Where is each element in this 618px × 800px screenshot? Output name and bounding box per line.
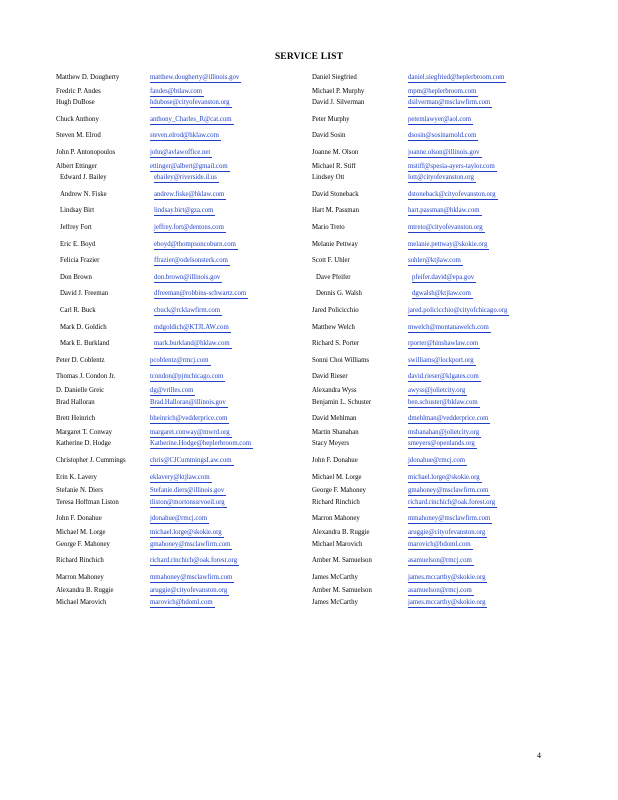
email-cell bbox=[150, 587, 300, 596]
email-link[interactable]: jeffrey.fort@dentons.com bbox=[154, 224, 224, 231]
contact-name: Christopher J. Cummings bbox=[56, 457, 126, 464]
email-link[interactable]: michael.lorge@skokie.org bbox=[408, 473, 480, 481]
contact-name: Richard S. Porter bbox=[312, 340, 360, 348]
email-cell bbox=[408, 415, 568, 424]
email-cell bbox=[412, 290, 572, 299]
service-list-entry bbox=[312, 290, 572, 299]
service-list-entry bbox=[312, 163, 568, 172]
email-cell bbox=[150, 487, 300, 496]
service-list-entry bbox=[56, 399, 300, 408]
contact-name: Peter D. Coblentz bbox=[56, 356, 105, 364]
email-link[interactable]: swilliams@lockport.org bbox=[408, 356, 474, 364]
email-link[interactable]: mdgoldich@KTJLAW.com bbox=[154, 323, 229, 331]
email-cell bbox=[154, 207, 304, 216]
contact-name: Michael Marovich bbox=[312, 540, 363, 548]
email-cell bbox=[150, 499, 300, 508]
contact-name: Mark E. Burkland bbox=[60, 340, 110, 348]
email-link[interactable]: dsilverman@msclawfirm.com bbox=[408, 99, 491, 107]
contact-name: Michael M. Lorge bbox=[312, 473, 362, 481]
email-cell bbox=[408, 574, 568, 583]
service-list-entry bbox=[56, 415, 300, 424]
contact-name: John F. Donahue bbox=[312, 457, 358, 464]
email-link[interactable]: tcondon@pjmchicago.com bbox=[150, 373, 224, 381]
service-list-entry bbox=[312, 241, 568, 250]
email-cell bbox=[408, 529, 568, 538]
email-link[interactable]: rporter@hinshawlaw.com bbox=[408, 340, 479, 348]
email-cell bbox=[408, 307, 568, 316]
email-cell bbox=[150, 99, 300, 108]
email-cell bbox=[150, 474, 300, 483]
service-list-entry bbox=[56, 174, 304, 183]
email-link[interactable]: anthony_Charles_R@cat.com bbox=[150, 115, 232, 123]
contact-name: George F. Mahoney bbox=[56, 540, 110, 548]
email-cell bbox=[408, 257, 568, 266]
contact-name: Sonni Choi Williams bbox=[312, 356, 370, 364]
contact-name: Mark D. Goldich bbox=[60, 323, 107, 331]
contact-name: Marron Mahoney bbox=[56, 573, 104, 581]
email-cell bbox=[408, 429, 568, 438]
service-list-entry bbox=[312, 116, 568, 125]
email-link[interactable]: pfeifer.david@epa.gov bbox=[412, 273, 475, 281]
email-link[interactable]: dmehlman@vedderprice.com bbox=[408, 415, 489, 423]
contact-name: Eric E. Boyd bbox=[60, 240, 96, 248]
contact-name: Martin Shanahan bbox=[312, 428, 359, 436]
email-link[interactable]: jdonahue@rmcj.com bbox=[150, 515, 208, 523]
service-list-entry bbox=[312, 529, 568, 538]
service-list-entry bbox=[56, 207, 304, 216]
contact-name: Lindsey Ott bbox=[312, 174, 345, 182]
contact-name: Jared Policicchio bbox=[312, 307, 359, 314]
email-link[interactable]: joanne.olson@illinois.gov bbox=[408, 149, 480, 156]
email-link[interactable]: matthew.dougherty@illinois.gov bbox=[150, 74, 240, 81]
email-link[interactable]: dgwalsh@ktjlaw.com bbox=[412, 290, 471, 298]
email-cell bbox=[408, 324, 568, 333]
service-list-entry bbox=[312, 132, 568, 141]
contact-name: Carl R. Buck bbox=[60, 307, 96, 314]
email-link[interactable]: jared.policicchio@cityofchicago.org bbox=[408, 307, 508, 314]
service-list-entry bbox=[56, 149, 300, 158]
contact-name: Edward J. Bailey bbox=[60, 174, 107, 182]
contact-name: Teresa Hoffman Liston bbox=[56, 498, 119, 506]
email-link[interactable]: richard.rinchich@oak.forest.org bbox=[408, 498, 496, 506]
email-cell bbox=[408, 99, 568, 108]
contact-name: James McCarthy bbox=[312, 599, 358, 606]
contact-name: David Rieser bbox=[312, 373, 348, 381]
email-cell bbox=[408, 399, 568, 408]
email-link[interactable]: tliston@mortonssrvoeil.org bbox=[150, 498, 225, 506]
email-link[interactable]: mtreto@cityofevanston.org bbox=[408, 224, 483, 231]
contact-name: Albert Ettinger bbox=[56, 162, 97, 170]
email-cell bbox=[408, 557, 568, 566]
email-link[interactable]: john@avlawoffice.net bbox=[150, 149, 211, 156]
contact-name: John F. Donahue bbox=[56, 515, 102, 523]
service-list-entry bbox=[312, 587, 568, 596]
contact-name: Katherine D. Hodge bbox=[56, 440, 111, 448]
service-list-entry bbox=[312, 599, 568, 608]
service-list-entry bbox=[56, 74, 300, 83]
email-cell bbox=[154, 241, 304, 250]
service-list-entry bbox=[56, 88, 300, 97]
contact-name: Michael P. Murphy bbox=[312, 87, 365, 95]
contact-name: Lindsay Birt bbox=[60, 207, 95, 215]
email-cell bbox=[154, 224, 304, 233]
contact-name: Dennis G. Walsh bbox=[316, 290, 362, 298]
page-title: SERVICE LIST bbox=[274, 52, 344, 62]
email-cell bbox=[408, 587, 568, 596]
email-link[interactable]: richard.rinchich@oak.forest.org bbox=[150, 557, 238, 565]
service-list-entry bbox=[56, 257, 304, 266]
email-link[interactable]: marovich@hdoml.com bbox=[150, 599, 213, 606]
email-cell bbox=[154, 257, 304, 266]
email-cell bbox=[150, 574, 300, 583]
service-list-entry bbox=[56, 429, 300, 438]
service-list-entry bbox=[56, 387, 300, 396]
email-link[interactable]: ffrazier@odelsonsterk.com bbox=[154, 257, 228, 265]
email-cell bbox=[154, 191, 304, 200]
contact-name: D. Danielle Greic bbox=[56, 387, 105, 394]
email-link[interactable]: smeyers@openlands.org bbox=[408, 440, 475, 448]
service-list-entry bbox=[312, 387, 568, 396]
email-link[interactable]: dsosin@sosinarnold.com bbox=[408, 132, 477, 140]
service-list-entry bbox=[56, 373, 300, 382]
email-cell bbox=[150, 357, 300, 366]
service-list-entry bbox=[312, 307, 568, 316]
contact-name: Michael Marovich bbox=[56, 599, 107, 606]
service-list-entry bbox=[312, 88, 568, 97]
email-cell bbox=[408, 241, 568, 250]
contact-name: Melanie Pettway bbox=[312, 240, 358, 248]
contact-name: Peter Murphy bbox=[312, 115, 350, 123]
contact-name: Erin K. Lavery bbox=[56, 473, 97, 481]
email-link[interactable]: mmahoney@msclawfirm.com bbox=[408, 515, 491, 523]
service-list-entry bbox=[56, 529, 300, 538]
email-link[interactable]: mpm@heplerbroom.com bbox=[408, 87, 477, 95]
contact-name: David J. Silverman bbox=[312, 99, 365, 107]
service-list-entry bbox=[312, 557, 568, 566]
email-link[interactable]: hdubose@cityofevanston.org bbox=[150, 99, 230, 107]
service-list-entry bbox=[312, 207, 568, 216]
contact-name: Hart M. Passman bbox=[312, 207, 360, 215]
service-list-entry bbox=[312, 224, 568, 233]
contact-name: Michael M. Lorge bbox=[56, 529, 106, 536]
service-list-entry bbox=[56, 324, 304, 333]
page-number: 4 bbox=[537, 751, 541, 760]
email-cell bbox=[154, 290, 304, 299]
email-cell bbox=[150, 149, 300, 158]
email-link[interactable]: awyss@jolietcity.org bbox=[408, 387, 466, 394]
contact-name: Brad Halloran bbox=[56, 398, 95, 406]
email-cell bbox=[408, 541, 568, 550]
contact-name: Alexandra B. Ruggie bbox=[56, 587, 114, 595]
contact-name: Alexandra Wyss bbox=[312, 387, 357, 394]
email-cell bbox=[408, 88, 568, 97]
contact-name: Andrew N. Fiske bbox=[60, 190, 107, 198]
contact-name: David Sosin bbox=[312, 132, 346, 140]
email-link[interactable]: dg@vrilles.com bbox=[150, 387, 194, 394]
service-list-entry bbox=[312, 191, 568, 200]
email-cell bbox=[408, 357, 568, 366]
contact-name: Michael R. Stiff bbox=[312, 162, 356, 170]
email-link[interactable]: michael.lorge@skokie.org bbox=[150, 529, 222, 536]
email-link[interactable]: jdonahue@rmcj.com bbox=[408, 457, 466, 464]
email-link[interactable]: Brad.Halloran@illinois.gov bbox=[150, 398, 226, 406]
contact-name: Amber M. Samuelson bbox=[312, 587, 372, 595]
service-list-entry bbox=[312, 74, 568, 83]
email-cell bbox=[408, 191, 568, 200]
email-link[interactable]: gmahoney@msclawfirm.com bbox=[150, 540, 231, 548]
email-link[interactable]: aruggie@cityofevanston.org bbox=[408, 529, 486, 536]
email-link[interactable]: petemlawyer@aol.com bbox=[408, 115, 472, 123]
email-link[interactable]: james.mccarthy@skokie.org bbox=[408, 599, 486, 606]
service-list-entry bbox=[312, 487, 568, 496]
email-cell bbox=[150, 373, 300, 382]
email-cell bbox=[408, 474, 568, 483]
service-list-entry bbox=[312, 457, 568, 466]
email-link[interactable]: steven.elrod@hklaw.com bbox=[150, 132, 219, 140]
service-list-entry bbox=[312, 340, 568, 349]
email-cell bbox=[150, 457, 300, 466]
email-link[interactable]: Stefanie.diers@illinois.gov bbox=[150, 487, 225, 495]
email-cell bbox=[408, 163, 568, 172]
email-cell bbox=[150, 88, 300, 97]
contact-name: Fredric P. Andes bbox=[56, 87, 101, 95]
service-list-entry bbox=[56, 487, 300, 496]
contact-name: David Stoneback bbox=[312, 190, 359, 198]
email-link[interactable]: bheinrich@vedderprice.com bbox=[150, 415, 228, 423]
email-link[interactable]: eboyd@thompsoncoburn.com bbox=[154, 240, 236, 248]
email-link[interactable]: mshanahan@jolietcity.org bbox=[408, 428, 480, 436]
service-list-entry bbox=[56, 163, 300, 172]
email-cell bbox=[408, 174, 568, 183]
email-cell bbox=[408, 440, 568, 449]
email-cell bbox=[150, 132, 300, 141]
email-link[interactable]: pcoblentz@rmcj.com bbox=[150, 356, 209, 364]
email-cell bbox=[408, 515, 568, 524]
service-list-entry bbox=[56, 557, 300, 566]
email-cell bbox=[408, 74, 568, 83]
service-list-entry bbox=[56, 474, 300, 483]
email-cell bbox=[412, 274, 572, 283]
email-link[interactable]: chris@CJCummingsLaw.com bbox=[150, 457, 232, 464]
service-list-entry bbox=[312, 541, 568, 550]
email-cell bbox=[150, 440, 300, 449]
service-list-entry bbox=[56, 132, 300, 141]
service-list-entry bbox=[312, 574, 568, 583]
email-link[interactable]: james.mccarthy@skokie.org bbox=[408, 573, 486, 581]
contact-name: Steven M. Elrod bbox=[56, 132, 101, 140]
email-link[interactable]: david.rieser@klgates.com bbox=[408, 373, 479, 381]
service-list-entry bbox=[56, 99, 300, 108]
email-cell bbox=[408, 340, 568, 349]
email-link[interactable]: mmahoney@msclawfirm.com bbox=[150, 573, 233, 581]
contact-name: Jeffrey Fort bbox=[60, 224, 92, 231]
service-list-entry bbox=[56, 574, 300, 583]
contact-name: Alexandra B. Ruggie bbox=[312, 529, 370, 536]
email-link[interactable]: aruggie@cityofevanston.org bbox=[150, 587, 228, 595]
email-cell bbox=[408, 487, 568, 496]
service-list-entry bbox=[56, 499, 300, 508]
contact-name: Chuck Anthony bbox=[56, 115, 99, 123]
email-cell bbox=[408, 224, 568, 233]
contact-name: Thomas J. Condon Jr. bbox=[56, 373, 116, 381]
contact-name: Marron Mahoney bbox=[312, 515, 360, 523]
contact-name: David J. Freeman bbox=[60, 290, 109, 298]
email-link[interactable]: daniel.siegfried@heplerbroom.com bbox=[408, 74, 505, 81]
email-link[interactable]: lindsay.birt@gza.com bbox=[154, 207, 214, 215]
email-link[interactable]: ettinger@albert@gmail.com bbox=[150, 162, 228, 170]
email-cell bbox=[154, 274, 304, 283]
email-cell bbox=[408, 149, 568, 158]
email-link[interactable]: marovich@hdoml.com bbox=[408, 540, 471, 548]
email-link[interactable]: mark.burkland@hklaw.com bbox=[154, 340, 230, 348]
service-list-entry bbox=[312, 399, 568, 408]
email-cell bbox=[150, 515, 300, 524]
email-link[interactable]: dfreeman@robbins-schwartz.com bbox=[154, 290, 247, 298]
contact-name: Daniel Siegfried bbox=[312, 74, 357, 81]
email-link[interactable]: gmahoney@msclawfirm.com bbox=[408, 487, 489, 495]
email-link[interactable]: cbuck@rcklawfirm.com bbox=[154, 307, 221, 314]
contact-name: Richard Rinchich bbox=[312, 498, 360, 506]
service-list-entry bbox=[312, 274, 572, 283]
email-link[interactable]: melanie.pettway@skokie.org bbox=[408, 240, 488, 248]
service-list-entry bbox=[56, 457, 300, 466]
contact-name: John P. Antonopoulos bbox=[56, 149, 116, 156]
service-list-entry bbox=[312, 149, 568, 158]
service-list-entry bbox=[56, 340, 304, 349]
email-cell bbox=[150, 529, 300, 538]
contact-name: Margaret T. Conway bbox=[56, 428, 113, 436]
service-list-entry bbox=[312, 257, 568, 266]
contact-name: Brett Heinrich bbox=[56, 415, 96, 423]
service-list-entry bbox=[312, 324, 568, 333]
email-cell bbox=[150, 415, 300, 424]
email-cell bbox=[154, 324, 304, 333]
email-cell bbox=[150, 599, 300, 608]
contact-name: Matthew D. Dougherty bbox=[56, 74, 120, 81]
email-link[interactable]: ebailey@riverside.il.us bbox=[154, 174, 217, 182]
service-list-entry bbox=[312, 429, 568, 438]
contact-name: George F. Mahoney bbox=[312, 487, 366, 495]
service-list-entry bbox=[56, 307, 304, 316]
contact-name: Hugh DuBose bbox=[56, 99, 95, 107]
service-list-entry bbox=[312, 474, 568, 483]
email-link[interactable]: suhler@ktjlaw.com bbox=[408, 257, 461, 265]
service-list-entry bbox=[56, 357, 300, 366]
email-cell bbox=[150, 399, 300, 408]
service-list-entry bbox=[56, 241, 304, 250]
service-list-entry bbox=[312, 373, 568, 382]
email-link[interactable]: Katherine.Hodge@heplerbroom.com bbox=[150, 440, 252, 448]
contact-name: Dave Pfeifer bbox=[316, 273, 351, 281]
email-link[interactable]: andrew.fiske@hklaw.com bbox=[154, 190, 225, 198]
email-cell bbox=[408, 132, 568, 141]
email-cell bbox=[154, 340, 304, 349]
service-list-entry bbox=[56, 587, 300, 596]
email-cell bbox=[154, 307, 304, 316]
email-cell bbox=[408, 373, 568, 382]
contact-name: David Mehlman bbox=[312, 415, 357, 423]
service-list-entry bbox=[56, 116, 300, 125]
email-link[interactable]: asamuelson@rmcj.com bbox=[408, 587, 472, 595]
contact-name: Don Brown bbox=[60, 273, 92, 281]
service-list-entry bbox=[312, 499, 568, 508]
email-link[interactable]: hart.passman@hklaw.com bbox=[408, 207, 480, 215]
service-list-entry bbox=[312, 515, 568, 524]
email-cell bbox=[408, 116, 568, 125]
email-link[interactable]: ben.schuster@hklaw.com bbox=[408, 398, 478, 406]
email-link[interactable]: asamuelson@rmcj.com bbox=[408, 557, 472, 565]
contact-name: Felicia Frazier bbox=[60, 257, 100, 265]
service-list-entry bbox=[56, 515, 300, 524]
email-link[interactable]: fandes@btlaw.com bbox=[150, 87, 203, 95]
email-cell bbox=[408, 599, 568, 608]
service-list-entry bbox=[56, 191, 304, 200]
email-link[interactable]: margaret.conway@mwrd.org bbox=[150, 428, 230, 436]
contact-name: Amber M. Samuelson bbox=[312, 557, 372, 565]
email-cell bbox=[150, 163, 300, 172]
email-link[interactable]: eklavery@ktjlaw.com bbox=[150, 473, 210, 481]
contact-name: Benjamin L. Schuster bbox=[312, 398, 372, 406]
email-cell bbox=[154, 174, 304, 183]
email-cell bbox=[150, 541, 300, 550]
email-link[interactable]: don.brown@illinois.gov bbox=[154, 273, 221, 281]
service-list-entry bbox=[56, 599, 300, 608]
contact-name: Stacy Meyers bbox=[312, 440, 350, 448]
email-cell bbox=[150, 557, 300, 566]
service-list-entry bbox=[56, 541, 300, 550]
email-link[interactable]: mstiff@spesia-ayers-taylor.com bbox=[408, 162, 495, 170]
service-list-entry bbox=[56, 440, 300, 449]
email-link[interactable]: dstoneback@cityofevanston.org bbox=[408, 190, 496, 198]
email-cell bbox=[150, 116, 300, 125]
email-cell bbox=[150, 74, 300, 83]
service-list-entry bbox=[312, 174, 568, 183]
email-link[interactable]: mwelch@montanawelch.com bbox=[408, 323, 489, 331]
contact-name: Scott F. Uhler bbox=[312, 257, 350, 265]
email-cell bbox=[150, 429, 300, 438]
service-list-entry bbox=[312, 357, 568, 366]
email-cell bbox=[408, 499, 568, 508]
contact-name: James McCarthy bbox=[312, 573, 358, 581]
service-list-entry bbox=[56, 224, 304, 233]
service-list-entry bbox=[56, 274, 304, 283]
contact-name: Joanne M. Olson bbox=[312, 149, 359, 156]
email-cell bbox=[150, 387, 300, 396]
email-cell bbox=[408, 387, 568, 396]
contact-name: Richard Rinchich bbox=[56, 557, 104, 565]
service-list-entry bbox=[312, 415, 568, 424]
contact-name: Stefanie N. Diers bbox=[56, 487, 103, 495]
contact-name: Matthew Welch bbox=[312, 323, 355, 331]
service-list-entry bbox=[312, 99, 568, 108]
email-cell bbox=[408, 207, 568, 216]
service-list-entry bbox=[56, 290, 304, 299]
service-list-entry bbox=[312, 440, 568, 449]
email-cell bbox=[408, 457, 568, 466]
email-link[interactable]: lott@cityofevanston.org bbox=[408, 174, 474, 182]
contact-name: Mario Treto bbox=[312, 224, 345, 231]
